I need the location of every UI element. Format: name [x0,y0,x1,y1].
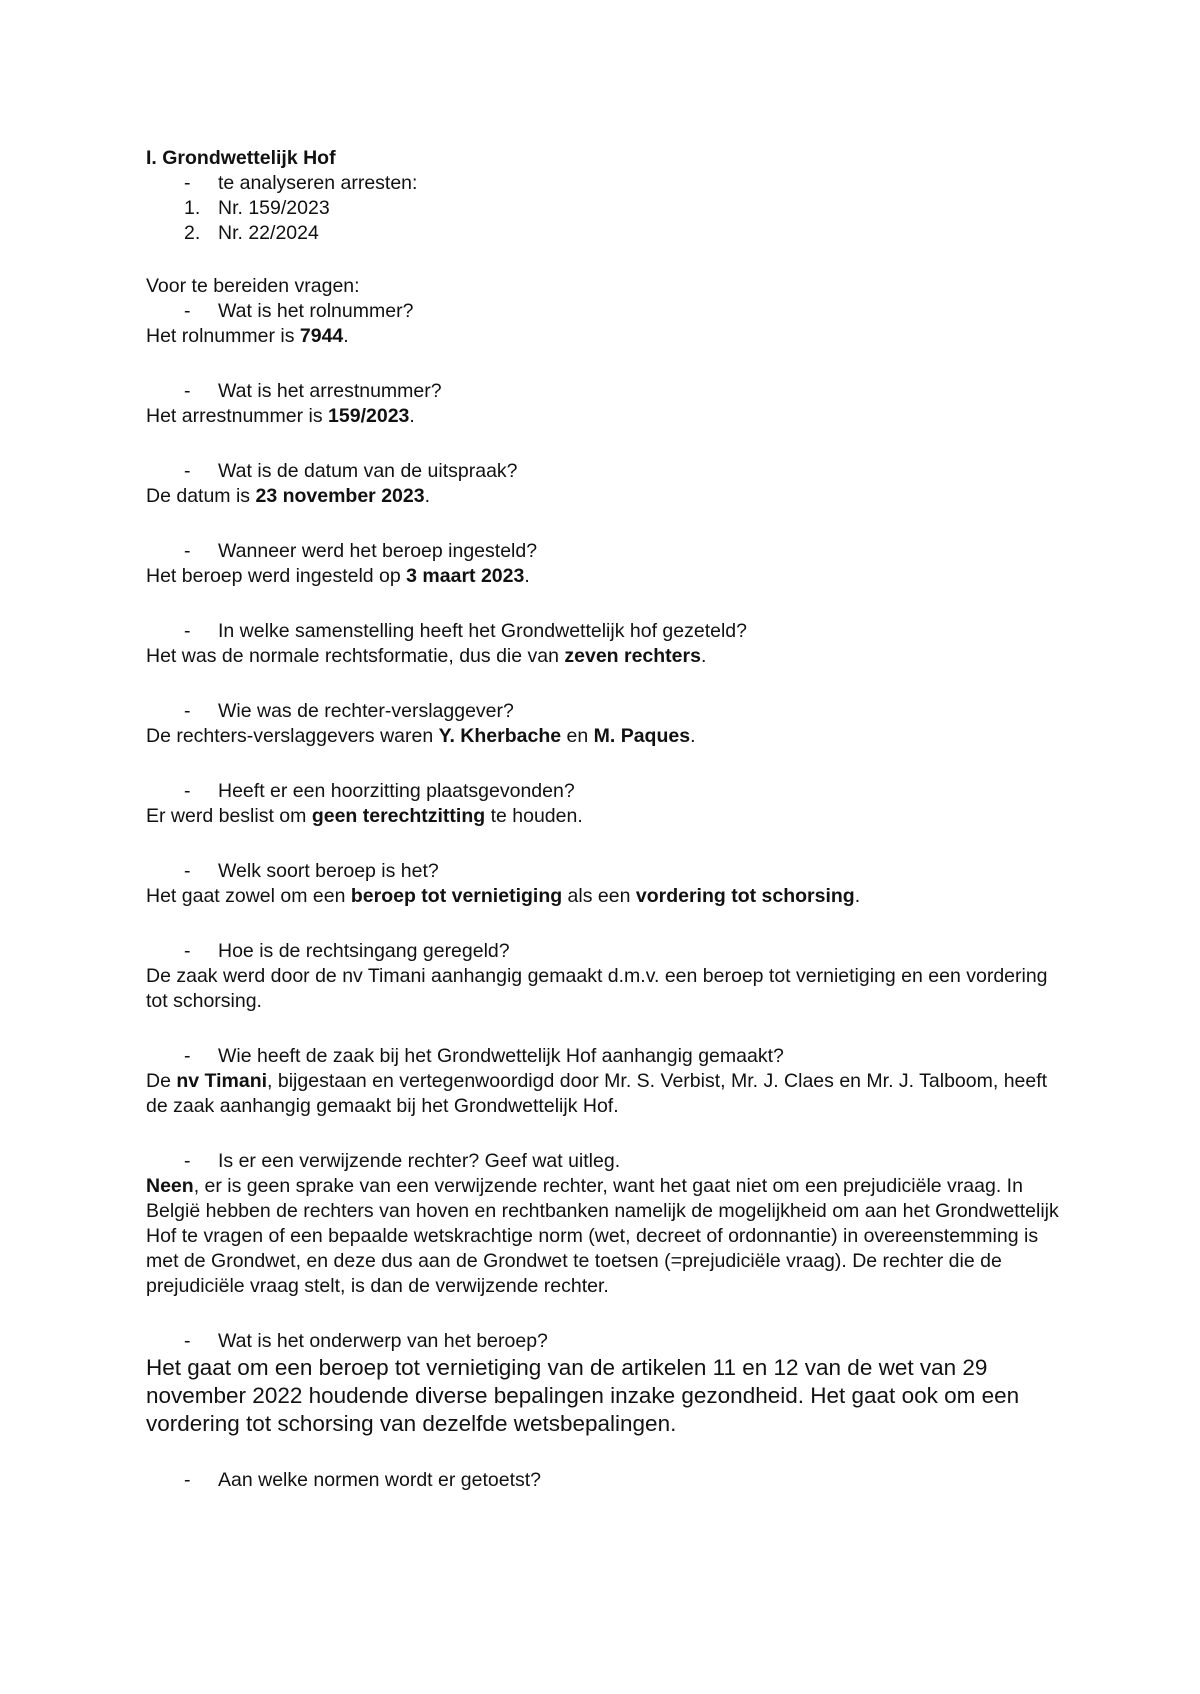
question [146,1468,1066,1493]
list-number: 2. [184,222,201,244]
qa-block [146,909,1066,1014]
answer: De nv Timani, bijgestaan en vertegenwoordigd door Mr. S. Verbist, Mr. J. Claes en Mr. J. Talboom, heeft de zaak aanhangig gemaakt bij het Grondwettelijk Hof. [146,1070,1048,1117]
answer-emphasis: zeven rechters [564,645,701,667]
question [146,699,1066,724]
section-title: I. Grondwettelijk Hof [146,147,336,169]
list-item [146,221,1066,246]
question-text: Hoe is de rechtsingang geregeld? [218,940,510,962]
qa-block [146,669,1066,749]
question-text: Wat is het arrestnummer? [218,380,442,402]
bullet-marker: - [184,380,191,402]
question-text: Wat is het onderwerp van het beroep? [218,1330,548,1352]
answer-emphasis: Neen [146,1175,194,1197]
qa-block [146,749,1066,829]
bullet-marker: - [184,620,191,642]
question-text: In welke samenstelling heeft het Grondwettelijk hof gezeteld? [218,620,747,642]
list-number: 1. [184,197,201,219]
question [146,1044,1066,1069]
question [146,779,1066,804]
answer: Het gaat om een beroep tot vernietiging van de artikelen 11 en 12 van de wet van 29 november 2022 houdende diverse bepalingen inzake gezondheid. Het gaat ook om een vordering tot schorsing van dezelfde wetsbepalingen. [146,1355,1020,1436]
bullet-marker: - [184,1045,191,1067]
qa-block [146,1299,1066,1438]
bullet-marker: - [184,860,191,882]
question [146,939,1066,964]
question [146,379,1066,404]
bullet-marker: - [184,940,191,962]
answer: Het rolnummer is 7944. [146,325,349,347]
qa-block [146,349,1066,429]
qa-block [146,1119,1066,1299]
question [146,539,1066,564]
answer: Het arrestnummer is 159/2023. [146,405,415,427]
bullet-marker: - [184,1150,191,1172]
answer-emphasis: geen terechtzitting [311,805,486,827]
bullet-marker: - [184,460,191,482]
answer: De rechters-verslaggevers waren Y. Kherbache en M. Paques. [146,725,696,747]
qa-block [146,299,1066,349]
answer-emphasis: M. Paques [593,725,691,747]
answer: De datum is 23 november 2023. [146,485,430,507]
answer-emphasis: 159/2023 [328,405,410,427]
question-text: Welk soort beroep is het? [218,860,439,882]
bullet-marker: - [184,1469,191,1491]
question [146,459,1066,484]
question [146,299,1066,324]
question [146,1329,1066,1354]
question-text: Wie was de rechter-verslaggever? [218,700,514,722]
bullet-marker: - [184,540,191,562]
document-page [146,146,1066,1493]
question [146,1149,1066,1174]
answer: Het gaat zowel om een beroep tot vernietiging als een vordering tot schorsing. [146,885,861,907]
list-item [146,196,1066,221]
answer-emphasis: 23 november 2023 [255,485,425,507]
bullet-marker: - [184,1330,191,1352]
qa-block [146,1014,1066,1119]
answer-emphasis: beroep tot vernietiging [350,885,563,907]
question-text: Wat is het rolnummer? [218,300,414,322]
question [146,619,1066,644]
answer-emphasis: nv Timani [176,1070,268,1092]
answer-emphasis: Y. Kherbache [438,725,562,747]
answer: Het beroep werd ingesteld op 3 maart 2023. [146,565,530,587]
bullet-marker: - [184,300,191,322]
qa-block [146,509,1066,589]
question-text: Wanneer werd het beroep ingesteld? [218,540,538,562]
qa-block [146,829,1066,909]
question-text: Wat is de datum van de uitspraak? [218,460,518,482]
list-item-text: Nr. 22/2024 [218,222,319,244]
intro-text: te analyseren arresten: [218,172,418,194]
qa-block [146,1438,1066,1493]
question-text: Wie heeft de zaak bij het Grondwettelijk Hof aanhangig gemaakt? [218,1045,784,1067]
answer-emphasis: 7944 [299,325,344,347]
qa-block [146,589,1066,669]
list-item-text: Nr. 159/2023 [218,197,330,219]
answer: Neen, er is geen sprake van een verwijzende rechter, want het gaat niet om een prejudiciële vraag. In België hebben de rechters van hoven en rechtbanken namelijk de mogelijkheid om aan het Grondwettelijk Hof te vragen of een bepaalde wetskrachtige norm (wet, decreet of ordonnantie) in overeenstemming is met de Grondwet, en deze dus aan de Grondwet te toetsen (=prejudiciële vraag). De rechter die de prejudiciële vraag stelt, is dan de verwijzende rechter. [146,1175,1059,1297]
answer: Het was de normale rechtsformatie, dus die van zeven rechters. [146,645,707,667]
answer: De zaak werd door de nv Timani aanhangig gemaakt d.m.v. een beroep tot vernietiging en een vordering tot schorsing. [146,965,1048,1012]
prep-label: Voor te bereiden vragen: [146,275,360,297]
question [146,859,1066,884]
intro-bullet [146,171,1066,196]
answer-emphasis: 3 maart 2023 [406,565,525,587]
qa-block [146,429,1066,509]
bullet-marker: - [184,172,191,194]
answer: Er werd beslist om geen terechtzitting te houden. [146,805,583,827]
bullet-marker: - [184,700,191,722]
question-text: Heeft er een hoorzitting plaatsgevonden? [218,780,575,802]
question-text: Is er een verwijzende rechter? Geef wat uitleg. [218,1150,621,1172]
question-text: Aan welke normen wordt er getoetst? [218,1469,542,1491]
bullet-marker: - [184,780,191,802]
qa-list [146,299,1066,1493]
answer-emphasis: vordering tot schorsing [635,885,855,907]
